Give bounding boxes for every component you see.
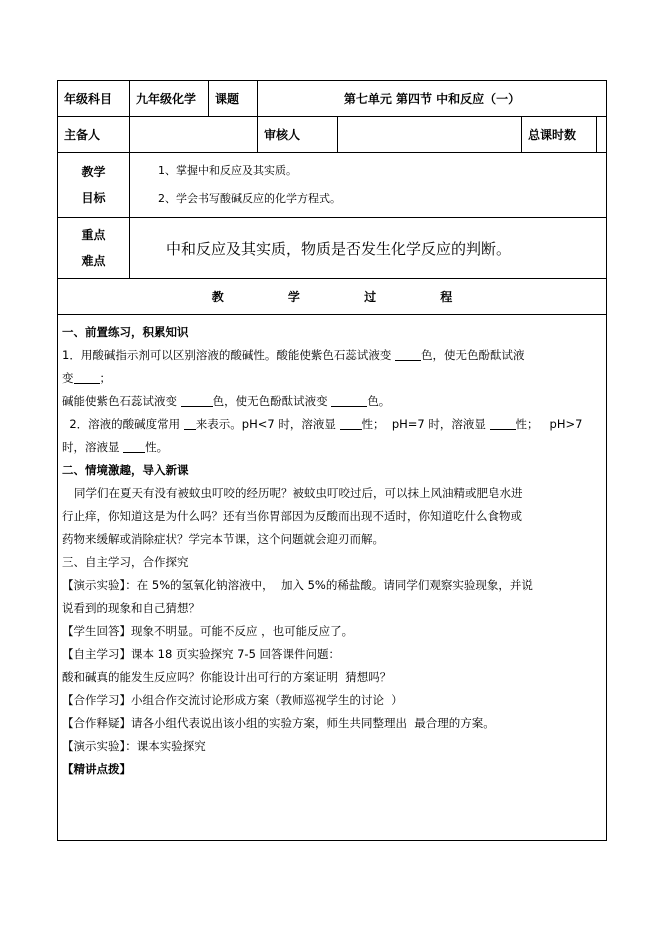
s1-l4a: 2．溶液的酸碱度常用: [62, 417, 184, 431]
section-1-title: 一、前置练习，积累知识: [62, 325, 189, 339]
s2-line-3: 药物来缓解或消除症状？学完本节课，这个问题就会迎刃而解。: [62, 532, 384, 546]
s1-l4b: 来表示。pH<7 时，溶液显: [195, 417, 340, 431]
s1-line-2: [62, 367, 602, 390]
key-points-label-line1: 重点: [81, 228, 106, 242]
section-3-title: 三、自主学习，合作探究: [62, 555, 189, 569]
header-row-1: [58, 81, 607, 117]
objectives-label-line1: 教学: [81, 165, 106, 179]
total-hours-value: [597, 117, 607, 153]
fill-blank: [184, 416, 196, 430]
process-title-char: 过: [364, 290, 377, 304]
s1-l5a: 时，溶液显: [62, 440, 124, 454]
s1-l4d: 性； pH>7: [515, 417, 583, 431]
s2-line-1: 同学们在夏天有没有被蚊虫叮咬的经历呢？被蚊虫叮咬过后，可以抹上风油精或肥皂水进: [74, 486, 523, 500]
process-body: [58, 315, 607, 841]
grade-subject-value: 九年级化学: [130, 81, 209, 117]
s3-line-8: 【演示实验】：课本实验探究: [62, 739, 206, 753]
fill-blank: [490, 416, 516, 430]
s2-line-2: 行止痒，你知道这是为什么吗？还有当你胃部因为反酸而出现不适时，你知道吃什么食物或: [62, 509, 522, 523]
total-hours-label: 总课时数: [522, 117, 597, 153]
process-title-char: 教: [211, 290, 224, 304]
key-points-text: 中和反应及其实质，物质是否发生化学反应的判断。: [130, 218, 607, 279]
s3-line-7: 【合作释疑】请各小组代表说出该小组的实验方案，师生共同整理出 最合理的方案。: [62, 716, 495, 730]
s3-line-6: 【合作学习】小组合作交流讨论形成方案（教师巡视学生的讨论 ）: [62, 693, 403, 707]
objective-item: 1、掌握中和反应及其实质。: [158, 164, 297, 177]
objectives-label-line2: 目标: [81, 191, 106, 205]
key-points-label: [58, 218, 130, 279]
s3-line-4: 【自主学习】课本 18 页实验探究 7-5 回答课件问题：: [62, 647, 341, 661]
s3-line-2: 说看到的现象和自己猜想？: [62, 601, 200, 615]
s3-line-9: 【精讲点拨】: [62, 762, 131, 776]
process-title-char: 程: [440, 290, 453, 304]
process-title: [58, 279, 607, 315]
preparer-label: 主备人: [58, 117, 130, 153]
fill-blank: [340, 416, 362, 430]
s3-line-5: 酸和碱真的能发生反应吗？你能设计出可行的方案证明 猜想吗？: [62, 670, 392, 684]
process-body-row: [58, 315, 607, 841]
fill-blank: [331, 393, 367, 407]
s1-l3b: 色，使无色酚酞试液变: [212, 394, 332, 408]
objectives-label: [58, 153, 130, 218]
s1-line-4: [62, 413, 602, 436]
section-2-title: 二、情境激趣，导入新课: [62, 463, 189, 477]
process-title-char: 学: [287, 290, 300, 304]
fill-blank: [123, 439, 145, 453]
process-title-row: [58, 279, 607, 315]
objective-item: 2、学会书写酸碱反应的化学方程式。: [158, 192, 341, 205]
key-points-label-line2: 难点: [81, 254, 106, 268]
fill-blank: [74, 370, 100, 384]
s3-line-3: 【学生回答】现象不明显。可能不反应 ，也可能反应了。: [62, 624, 354, 638]
header-row-2: [58, 117, 607, 153]
s1-l1a: 1．用酸碱指示剂可以区别溶液的酸碱性。酸能使紫色石蕊试液变: [62, 348, 395, 362]
s3-line-1: 【演示实验】：在 5%的氢氧化钠溶液中， 加入 5%的稀盐酸。请同学们观察实验现象，并说: [62, 578, 533, 592]
topic-value: 第七单元 第四节 中和反应（一）: [258, 81, 607, 117]
preparer-value: [130, 117, 258, 153]
s1-line-1: [62, 344, 602, 367]
s1-l2a: 变: [62, 371, 74, 385]
s1-line-5: [62, 436, 602, 459]
s1-l3a: 碱能使紫色石蕊试液变: [62, 394, 181, 408]
topic-label: 课题: [209, 81, 258, 117]
s1-l3c: 色。: [367, 394, 391, 408]
fill-blank: [181, 393, 213, 407]
fill-blank: [395, 347, 421, 361]
s1-l1b: 色，使无色酚酞试液: [420, 348, 525, 362]
s1-l5b: 性。: [145, 440, 169, 454]
reviewer-label: 审核人: [258, 117, 338, 153]
s1-l2b: ；: [99, 371, 111, 385]
objectives-list: [130, 153, 607, 218]
s1-l4c: 性； pH=7 时，溶液显: [361, 417, 490, 431]
s1-line-3: [62, 390, 602, 413]
grade-subject-label: 年级科目: [58, 81, 130, 117]
objectives-row: [58, 153, 607, 218]
lesson-plan-table: [57, 80, 607, 841]
reviewer-value: [338, 117, 522, 153]
key-points-row: [58, 218, 607, 279]
